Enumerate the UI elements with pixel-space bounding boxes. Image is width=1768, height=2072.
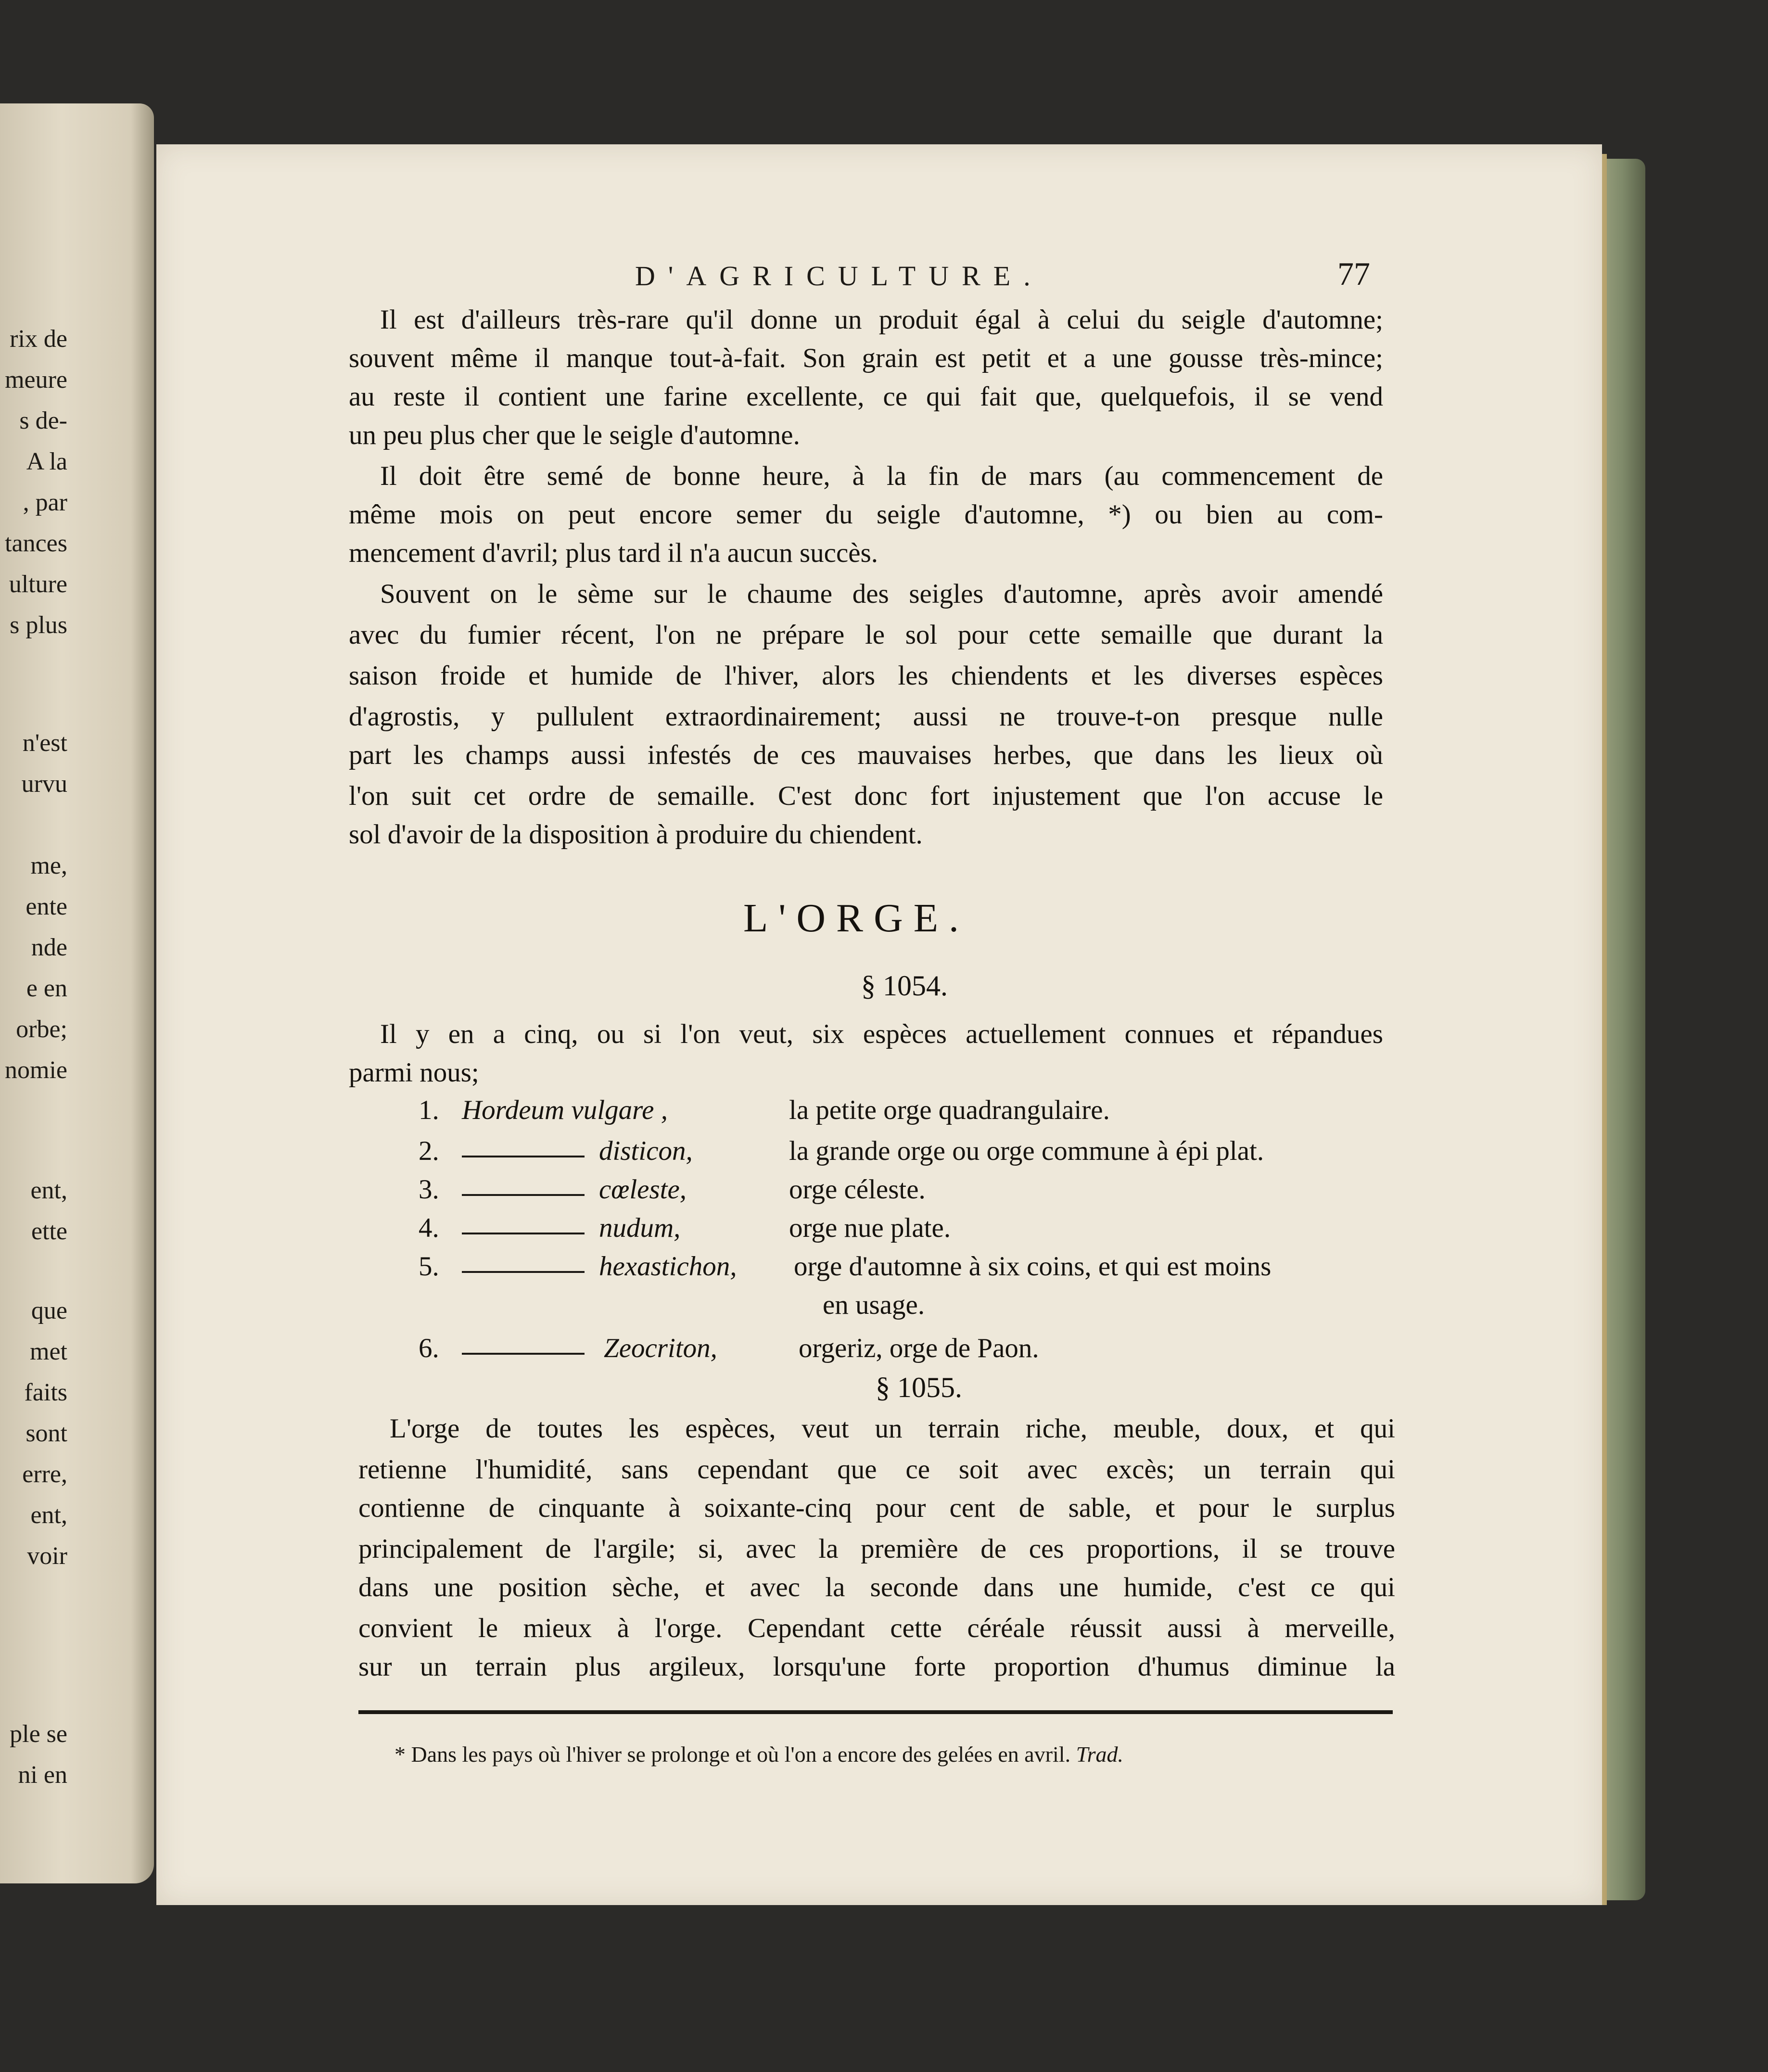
list-number: 3. [419,1174,439,1205]
text-line: l'on suit cet ordre de semaille. C'est donc fort injustement que l'on accuse le [349,781,1383,811]
left-page-fragment: tances [5,530,67,557]
text-line: un peu plus cher que le seigle d'automne. [349,420,800,450]
left-page-fragment: nde [31,934,67,961]
footnote-attribution: Trad. [1076,1742,1124,1767]
text-line: convient le mieux à l'orge. Cependant cette céréale réussit aussi à merveille, [358,1613,1395,1643]
footnote [394,1741,1123,1767]
left-page-fragment: faits [24,1379,67,1406]
text-line: d'agrostis, y pullulent extraordinairement; aussi ne trouve-t-on presque nulle [349,701,1383,732]
left-page-fragment: e en [26,975,67,1002]
text-line: mencement d'avril; plus tard il n'a aucun succès. [349,538,878,568]
left-page-fragment: meure [5,366,67,394]
text-line: Il est d'ailleurs très-rare qu'il donne un produit égal à celui du seigle d'automne; [380,305,1383,335]
text-line: part les champs aussi infestés de ces mauvaises herbes, que dans les lieux où [349,740,1383,770]
section-number: § 1055. [876,1372,962,1403]
text-line: même mois on peut encore semer du seigle d'automne, *) ou bien au com- [349,499,1383,530]
ditto-dash [462,1194,585,1196]
left-page-fragment: ette [31,1218,67,1245]
list-item [419,1212,1381,1251]
list-number: 1. [419,1095,439,1125]
left-page-fragment: s de- [19,407,67,434]
text-line: avec du fumier récent, l'on ne prépare le sol pour cette semaille que durant la [349,620,1383,650]
left-page-fragment: ente [25,893,67,920]
left-page-fragment: ple se [10,1720,67,1748]
text-line: parmi nous; [349,1057,479,1088]
left-page-fragment: ent, [30,1501,67,1529]
section-number: § 1054. [861,970,948,1002]
running-title: D'AGRICULTURE. [635,260,1043,292]
ditto-dash [462,1156,585,1157]
list-number: 2. [419,1136,439,1166]
latin-name: cœleste, [599,1174,687,1205]
latin-name: hexastichon, [599,1251,737,1282]
list-number: 5. [419,1251,439,1282]
text-line: dans une position sèche, et avec la seconde dans une humide, c'est ce qui [358,1572,1395,1602]
left-page-fragment: ulture [9,571,67,598]
left-page-fragment: ent, [30,1177,67,1204]
list-number: 6. [419,1333,439,1363]
left-page-fragment: me, [30,852,67,879]
left-page-fragment: met [30,1338,67,1365]
text-line: saison froide et humide de l'hiver, alors les chiendents et les diverses espèces [349,661,1383,691]
latin-name: nudum, [599,1213,681,1243]
latin-name: Zeocriton, [604,1333,717,1363]
latin-name: Hordeum vulgare , [462,1095,668,1125]
left-page-fragment: rix de [10,325,67,353]
common-name-continuation: en usage. [823,1290,925,1320]
left-page-fragment: voir [27,1542,67,1570]
text-line: Il y en a cinq, ou si l'on veut, six espèces actuellement connues et répandues [380,1019,1383,1049]
ditto-dash [462,1271,585,1273]
left-page-fragment: n'est [22,729,67,757]
left-page-fragment: que [31,1297,67,1324]
left-page-fragment: s plus [10,611,67,639]
text-line: souvent même il manque tout-à-fait. Son grain est petit et a une gousse très-mince; [349,343,1383,373]
text-line: au reste il contient une farine excellente, ce qui fait que, quelquefois, il se vend [349,381,1383,412]
text-line: Il doit être semé de bonne heure, à la fin de mars (au commencement de [380,461,1383,491]
list-item [419,1333,1381,1371]
footnote-rule [358,1710,1393,1714]
text-line: sol d'avoir de la disposition à produire du chiendent. [349,819,923,850]
left-page-fragment: ni en [18,1761,67,1789]
list-number: 4. [419,1213,439,1243]
common-name: la petite orge quadrangulaire. [789,1095,1110,1125]
list-item [419,1251,1381,1289]
common-name: orge céleste. [789,1174,926,1205]
left-page-fragment: erre, [22,1461,67,1488]
ditto-dash [462,1233,585,1234]
common-name: orgeriz, orge de Paon. [799,1333,1039,1363]
left-page-fragment: A la [26,448,67,475]
list-item [419,1135,1381,1174]
text-line: L'orge de toutes les espèces, veut un terrain riche, meuble, doux, et qui [390,1413,1395,1444]
latin-name: disticon, [599,1136,693,1166]
left-page-fragment: , par [23,489,67,516]
text-line: contienne de cinquante à soixante-cinq pour cent de sable, et pour le surplus [358,1493,1395,1523]
list-item [419,1174,1381,1212]
footnote-text: * Dans les pays où l'hiver se prolonge et où l'on a encore des gelées en avril. [394,1742,1071,1767]
text-line: sur un terrain plus argileux, lorsqu'une forte proportion d'humus diminue la [358,1652,1395,1682]
list-item-continuation [419,1289,1381,1328]
left-page-fragment: sont [25,1420,67,1447]
common-name: orge d'automne à six coins, et qui est moins [794,1251,1272,1282]
page-number: 77 [1337,255,1370,292]
ditto-dash [462,1353,585,1355]
text-line: Souvent on le sème sur le chaume des seigles d'automne, après avoir amendé [380,579,1383,609]
common-name: la grande orge ou orge commune à épi plat. [789,1136,1264,1166]
common-name: orge nue plate. [789,1213,951,1243]
list-item [419,1094,1381,1133]
left-page-fragment: urvu [21,770,67,798]
left-facing-page [0,103,154,1883]
text-line: principalement de l'argile; si, avec la première de ces proportions, il se trouve [358,1534,1395,1564]
section-title: L'ORGE. [743,896,970,941]
text-line: retienne l'humidité, sans cependant que ce soit avec excès; un terrain qui [358,1454,1395,1485]
left-page-fragment: nomie [5,1056,67,1084]
left-page-fragment: orbe; [16,1016,67,1043]
